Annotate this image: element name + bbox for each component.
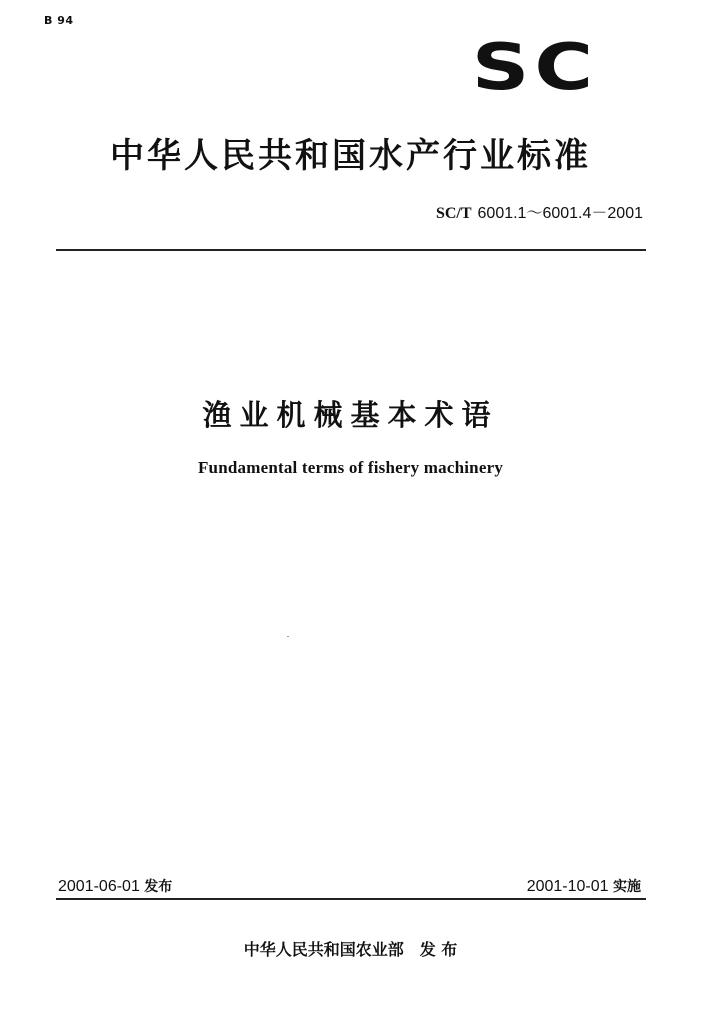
issue-date-line <box>58 876 172 896</box>
footer-divider <box>56 898 646 900</box>
classification-code: B 94 <box>44 14 74 27</box>
publisher-action: 发 布 <box>419 940 458 959</box>
standard-number: 6001.1～6001.4－2001 <box>477 205 643 222</box>
header-divider <box>56 249 646 251</box>
effective-date-line <box>527 876 641 896</box>
standard-number-line <box>436 200 643 223</box>
scan-speck <box>287 636 289 637</box>
standard-title: 中华人民共和国水产行业标准 <box>110 136 591 176</box>
effective-date: 2001-10-01 <box>526 878 609 895</box>
document-title-cn: 渔业机械基本术语 <box>202 398 499 432</box>
document-title-en: Fundamental terms of fishery machinery <box>197 458 504 477</box>
standard-prefix: SC/T <box>435 205 472 222</box>
issue-date: 2001-06-01 <box>58 878 140 895</box>
publisher-line <box>0 937 701 960</box>
publisher-name: 中华人民共和国农业部 <box>243 940 404 959</box>
issue-label: 发布 <box>144 879 173 895</box>
effective-label: 实施 <box>613 879 641 895</box>
sc-logo: SC <box>471 31 598 105</box>
